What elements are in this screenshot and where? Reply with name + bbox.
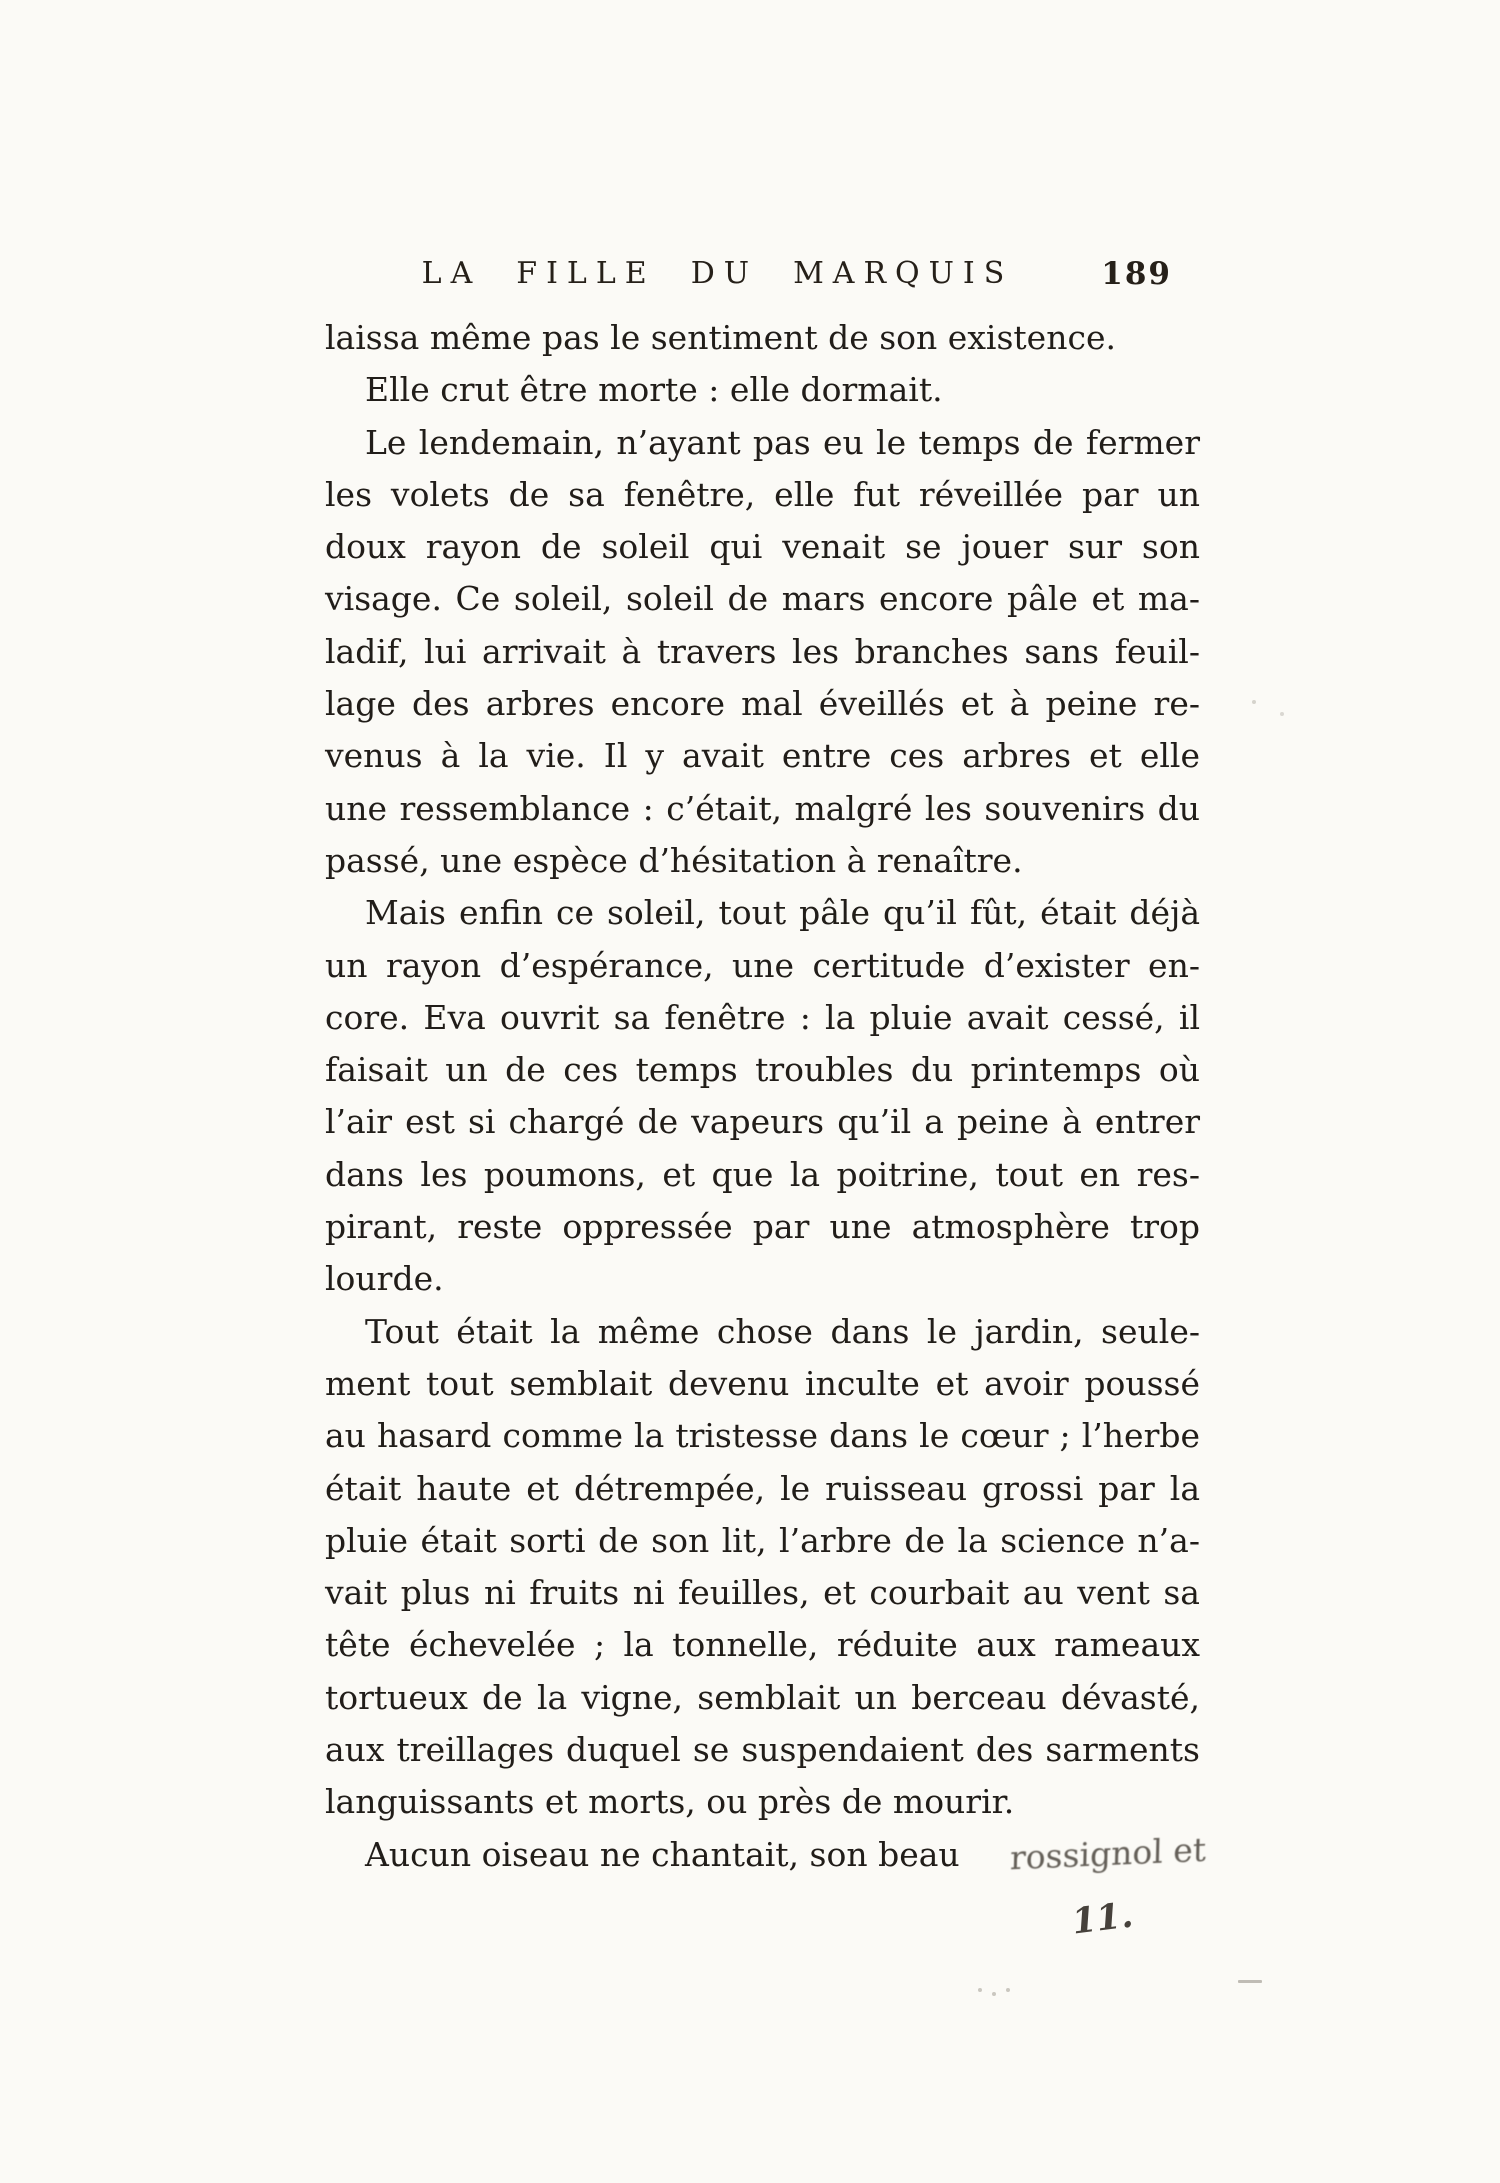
text-line-content: dans les poumons, et que la poitrine, tout en res- — [325, 1154, 1200, 1194]
text-line-content: passé, une espèce d’hésitation à renaître. — [325, 840, 1023, 880]
text-line-content: faisait un de ces temps troubles du printemps où — [325, 1050, 1200, 1090]
text-line — [325, 312, 1200, 364]
text-line — [325, 573, 1200, 625]
text-line-content: pluie était sorti de son lit, l’arbre de la science n’a- — [325, 1520, 1200, 1560]
text-line-content: lage des arbres encore mal éveillés et à peine re- — [325, 684, 1200, 724]
text-line — [325, 1358, 1200, 1410]
text-line-content: languissants et morts, ou près de mourir. — [325, 1782, 1015, 1822]
text-line — [325, 364, 1200, 416]
text-line-content: ladif, lui arrivait à travers les branches sans feuil- — [325, 631, 1200, 671]
smudged-text: rossignol et — [1009, 1829, 1207, 1878]
text-line-content: tête échevelée ; la tonnelle, réduite aux rameaux — [325, 1625, 1200, 1665]
text-line — [325, 1253, 1200, 1305]
text-line — [325, 1672, 1200, 1724]
text-line-content: Aucun oiseau ne chantait, son beau — [365, 1834, 971, 1874]
text-line — [325, 1044, 1200, 1096]
text-line — [325, 469, 1200, 521]
text-line — [325, 730, 1200, 782]
text-line — [325, 1149, 1200, 1201]
text-line — [325, 1567, 1200, 1619]
text-line-content: au hasard comme la tristesse dans le cœur ; l’herbe — [325, 1416, 1200, 1456]
text-block — [325, 312, 1207, 1881]
text-line — [325, 1410, 1200, 1462]
text-line — [325, 835, 1200, 887]
text-line — [325, 783, 1200, 835]
text-line-content: doux rayon de soleil qui venait se jouer sur son — [325, 527, 1200, 567]
text-line-content: visage. Ce soleil, soleil de mars encore pâle et ma- — [325, 579, 1200, 619]
text-line-content: laissa même pas le sentiment de son existence. — [325, 318, 1116, 357]
text-line — [325, 940, 1200, 992]
scan-artifact — [1280, 712, 1284, 716]
text-line-content: ment tout semblait devenu inculte et avoir poussé — [325, 1363, 1200, 1403]
text-line — [325, 1776, 1200, 1828]
running-title: LA FILLE DU MARQUIS — [421, 256, 1014, 291]
text-line — [325, 887, 1200, 939]
signature-mark: 11. — [1069, 1894, 1136, 1943]
page-header — [325, 256, 1200, 300]
text-line-content: venus à la vie. Il y avait entre ces arbres et elle — [325, 736, 1200, 776]
text-line-content: aux treillages duquel se suspendaient des sarments — [325, 1730, 1200, 1770]
text-line — [325, 1096, 1200, 1148]
text-line-content: une ressemblance : c’était, malgré les souvenirs du — [325, 788, 1200, 828]
text-line-content: Le lendemain, n’ayant pas eu le temps de fermer — [365, 422, 1200, 462]
text-line-content: les volets de sa fenêtre, elle fut réveillée par un — [325, 474, 1200, 514]
text-line-content: l’air est si chargé de vapeurs qu’il a peine à entrer — [325, 1102, 1200, 1142]
text-line — [325, 1515, 1200, 1567]
text-line-content: Elle crut être morte : elle dormait. — [365, 370, 943, 410]
text-line-content: tortueux de la vigne, semblait un berceau dévasté, — [325, 1677, 1200, 1717]
text-line-content: un rayon d’espérance, une certitude d’exister en- — [325, 945, 1200, 985]
text-line-content: Tout était la même chose dans le jardin, seule- — [365, 1311, 1200, 1351]
text-line — [325, 1724, 1200, 1776]
text-line — [325, 992, 1200, 1044]
scan-artifact — [1252, 700, 1256, 704]
page-number: 189 — [1101, 256, 1172, 292]
text-line — [325, 1201, 1200, 1253]
text-line-content: lourde. — [325, 1259, 444, 1299]
scan-artifact — [992, 1992, 996, 1996]
text-line — [325, 678, 1200, 730]
text-line-content: était haute et détrempée, le ruisseau grossi par la — [325, 1468, 1200, 1508]
text-line-content: pirant, reste oppressée par une atmosphère trop — [325, 1207, 1200, 1247]
text-line — [325, 626, 1200, 678]
scan-artifact — [1238, 1980, 1262, 1983]
text-line — [325, 1619, 1200, 1671]
scan-artifact — [1006, 1988, 1010, 1992]
text-line-content: vait plus ni fruits ni feuilles, et courbait au vent sa — [325, 1573, 1200, 1613]
scan-artifact — [978, 1988, 982, 1992]
text-line — [325, 1463, 1200, 1515]
text-line — [325, 1306, 1200, 1358]
text-line — [325, 417, 1200, 469]
text-line — [325, 1829, 1207, 1881]
text-line — [325, 521, 1200, 573]
text-line-content: core. Eva ouvrit sa fenêtre : la pluie avait cessé, il — [325, 997, 1200, 1037]
text-line-content: Mais enfin ce soleil, tout pâle qu’il fût, était déjà — [365, 893, 1200, 933]
